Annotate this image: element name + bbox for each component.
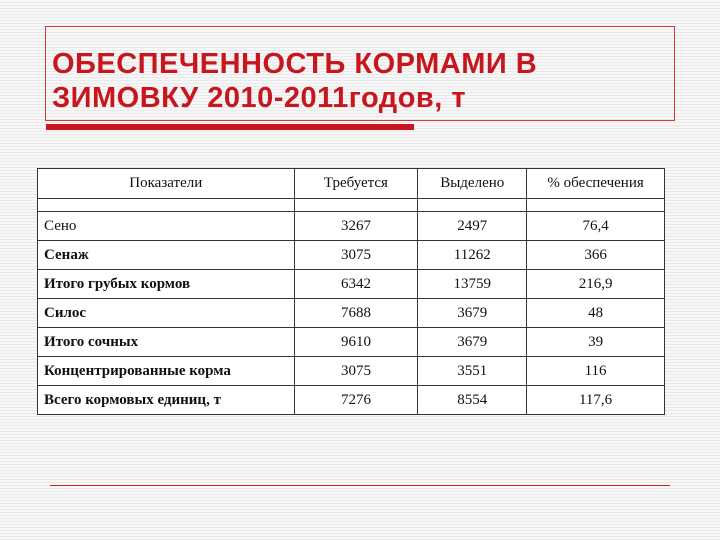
table-row: [38, 212, 665, 241]
cell-required: 9610: [294, 328, 418, 357]
cell-allocated: 11262: [418, 241, 527, 270]
row-label: Сенаж: [38, 241, 295, 270]
cell-percent: 76,4: [527, 212, 665, 241]
table-row: [38, 241, 665, 270]
cell-required: 3267: [294, 212, 418, 241]
cell-required: 3075: [294, 357, 418, 386]
feed-supply-table: [37, 168, 665, 415]
row-label: Итого сочных: [38, 328, 295, 357]
row-label: Силос: [38, 299, 295, 328]
cell-allocated: 13759: [418, 270, 527, 299]
cell-percent: 216,9: [527, 270, 665, 299]
table-row: [38, 270, 665, 299]
cell-required: 7688: [294, 299, 418, 328]
table-row: [38, 386, 665, 415]
header-required: Требуется: [294, 169, 418, 199]
row-label: Всего кормовых единиц, т: [38, 386, 295, 415]
cell-allocated: 3679: [418, 328, 527, 357]
header-percent: % обеспечения: [527, 169, 665, 199]
table-row: [38, 328, 665, 357]
cell-percent: 48: [527, 299, 665, 328]
row-label: Сено: [38, 212, 295, 241]
table-row: [38, 357, 665, 386]
cell-percent: 39: [527, 328, 665, 357]
cell-required: 6342: [294, 270, 418, 299]
table-header-row: [38, 169, 665, 199]
cell-percent: 116: [527, 357, 665, 386]
table-row: [38, 299, 665, 328]
slide-title: ОБЕСПЕЧЕННОСТЬ КОРМАМИ В ЗИМОВКУ 2010-2011годов, т: [52, 48, 538, 114]
title-underline: [46, 124, 414, 130]
cell-percent: 366: [527, 241, 665, 270]
cell-allocated: 8554: [418, 386, 527, 415]
header-allocated: Выделено: [418, 169, 527, 199]
cell-percent: 117,6: [527, 386, 665, 415]
cell-required: 3075: [294, 241, 418, 270]
row-label: Итого грубых кормов: [38, 270, 295, 299]
header-indicators: Показатели: [38, 169, 295, 199]
cell-allocated: 3679: [418, 299, 527, 328]
row-label: Концентрированные корма: [38, 357, 295, 386]
cell-allocated: 3551: [418, 357, 527, 386]
cell-allocated: 2497: [418, 212, 527, 241]
cell-required: 7276: [294, 386, 418, 415]
bottom-divider: [50, 485, 670, 486]
table-spacer-row: [38, 199, 665, 212]
